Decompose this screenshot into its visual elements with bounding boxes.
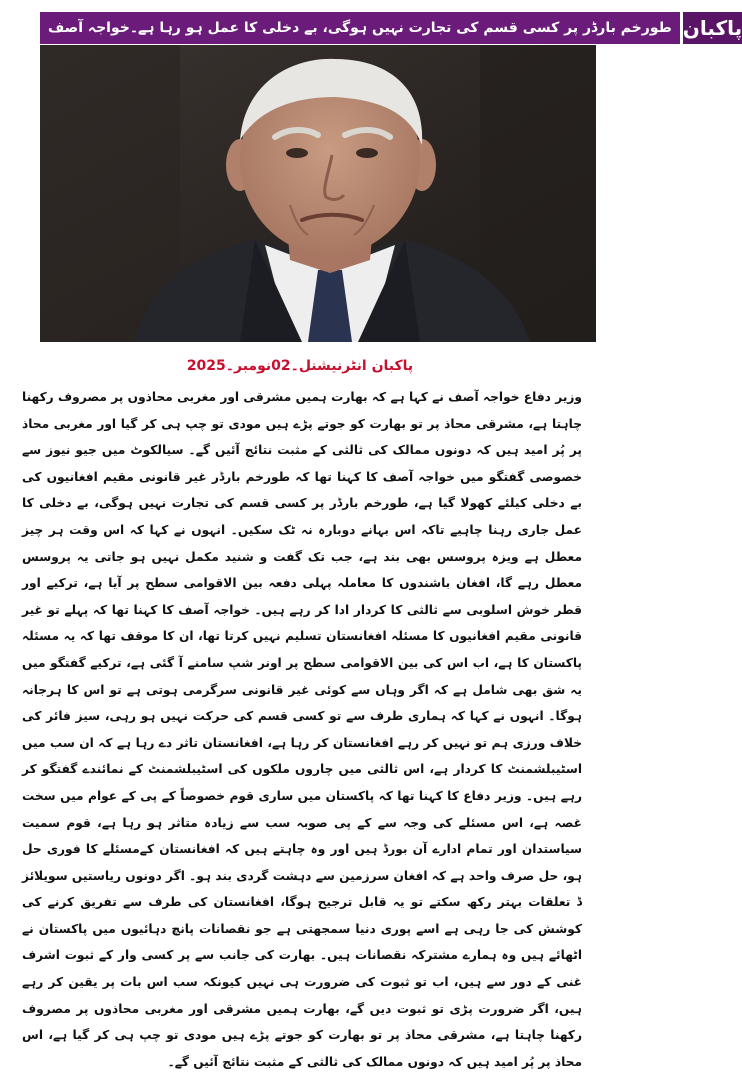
brand-logo: پاکبان (680, 12, 742, 44)
portrait-photo-icon (40, 45, 596, 342)
article-body (22, 384, 582, 1069)
header-bar (40, 12, 742, 44)
headline: طورخم بارڈر پر کسی قسم کی تجارت نہیں ہوگی، بے دخلی کا عمل ہو رہا ہے۔خواجہ آصف (40, 12, 680, 44)
dateline: پاکبان انٹرنیشنل۔02نومبر۔2025 (186, 358, 414, 374)
article-photo (40, 45, 596, 342)
article-paragraph: وزیر دفاع خواجہ آصف نے کہا ہے کہ بھارت ہمیں مشرقی اور مغربی محاذوں پر مصروف رکھنا چاہتا ہے، مشرقی محاذ پر تو بھارت کو جوتے پڑے ہیں مودی تو چپ ہی کر گیا اور مغربی محاذ پر پُر امید ہیں کہ دونوں ممالک کی ثالثی کے مثبت نتائج آئیں گے۔ سیالکوٹ میں جیو نیوز سے خصوصی گفتگو میں خواجہ آصف کا کہنا تھا کہ طورخم بارڈر غیر قانونی مقیم افغانیوں کی بے دخلی کیلئے کھولا گیا ہے، طورخم بارڈر پر کسی قسم کی تجارت نہیں ہوگی، بے دخلی کا عمل جاری رہنا چاہیے تاکہ اس بہانے دوبارہ نہ ٹک سکیں۔ انہوں نے کہا کہ اس وقت ہر چیز معطل ہے ویزہ پروسس بھی بند ہے، جب تک گفت و شنید مکمل نہیں ہو جاتی یہ پروسس معطل رہے گا، افغان باشندوں کا معاملہ پہلی دفعہ بین الاقوامی سطح پر آیا ہے، ترکیے اور قطر خوش اسلوبی سے ثالثی کا کردار ادا کر رہے ہیں۔ خواجہ آصف کا کہنا تھا کہ پہلے تو غیر قانونی مقیم افغانیوں کا مسئلہ افغانستان تسلیم نہیں کرتا تھا، ان کا موقف تھا کہ یہ مسئلہ پاکستان کا ہے، اب اس کی بین الاقوامی سطح پر اونر شپ سامنے آ گئی ہے، ترکیے گفتگو میں یہ شق بھی شامل ہے کہ اگر وہاں سے کوئی غیر قانونی سرگرمی ہوتی ہے تو اس کا ہرجانہ ہوگا۔ انہوں نے کہا کہ ہماری طرف سے تو کسی قسم کی حرکت نہیں ہو رہی، سیز فائر کی خلاف ورزی ہم تو نہیں کر رہے افغانستان کر رہا ہے، افغانستان تاثر دے رہا ہے کہ ان سب میں اسٹیبلشمنٹ کا کردار ہے، اس ثالثی میں چاروں ملکوں کی اسٹیبلشمنٹ کے نمائندے گفتگو کر رہے ہیں۔ وزیر دفاع کا کہنا تھا کہ پاکستان میں ساری قوم خصوصاً کے پی کے عوام میں سخت غصہ ہے، اس مسئلے کی وجہ سے کے پی صوبہ سب سے زیادہ متاثر ہو رہا ہے، قوم سمیت سیاستدان اور تمام ادارے آن بورڈ ہیں اور وہ چاہتے ہیں کہ افغانستان کےمسئلے کا فوری حل ہو، حل صرف واحد ہے کہ افغان سرزمین سے دہشت گردی بند ہو۔ اگر دونوں ریاستیں سویلائز ڈ تعلقات بہتر رکھ سکتے تو یہ قابل ترجیح ہوگا، افغانستان کی طرف سے تفریق کرنے کی کوشش کی جا رہی ہے اسے پوری دنیا سمجھتی ہے جو نقصانات پانچ دہائیوں میں پاکستان نے اٹھائے ہیں وہ ہمارے مشترکہ نقصانات ہیں۔ بھارت کی جانب سے پر کسی وار کے ثبوت اشرف غنی کے دور سے ہیں، اب تو ثبوت کی ضرورت ہی نہیں کیونکہ سب اس بات پر یقین کر رہے ہیں، اگر ضرورت پڑی تو ثبوت دیں گے، بھارت ہمیں مشرقی اور مغربی محاذوں پر مصروف رکھنا چاہتا ہے، مشرقی محاذ پر تو بھارت کو جوتے پڑے ہیں مودی تو چپ ہی کر گیا ہے، اس محاذ پر پُر امید ہیں کہ دونوں ممالک کی ثالثی کے مثبت نتائج آئیں گے۔ (22, 390, 582, 1069)
